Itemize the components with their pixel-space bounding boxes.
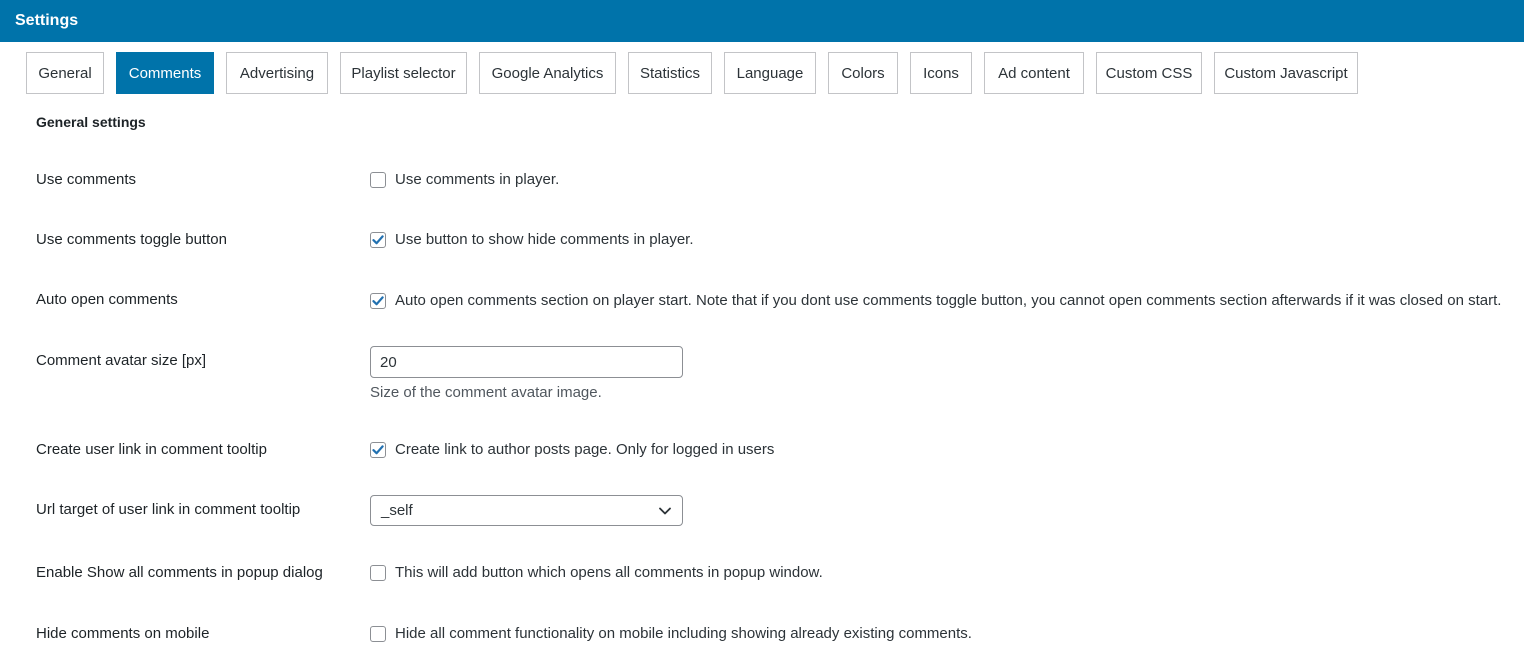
hide-mobile-label: Hide comments on mobile xyxy=(36,625,210,642)
tab-playlist-selector[interactable]: Playlist selector xyxy=(340,52,467,94)
auto-open-option xyxy=(370,292,1501,309)
toggle-button-checkbox[interactable] xyxy=(370,232,386,248)
use-comments-text: Use comments in player. xyxy=(395,171,560,188)
auto-open-label: Auto open comments xyxy=(36,291,178,308)
tab-statistics[interactable]: Statistics xyxy=(628,52,712,94)
avatar-size-label: Comment avatar size [px] xyxy=(36,352,207,369)
show-all-popup-label: Enable Show all comments in popup dialog xyxy=(36,564,323,581)
url-target-label: Url target of user link in comment tooltip xyxy=(36,501,301,518)
tab-general[interactable]: General xyxy=(26,52,104,94)
hide-mobile-checkbox[interactable] xyxy=(370,626,386,642)
use-comments-checkbox[interactable] xyxy=(370,172,386,188)
checkmark-icon xyxy=(371,294,385,308)
tab-colors[interactable]: Colors xyxy=(828,52,898,94)
auto-open-text: Auto open comments section on player start. Note that if you dont use comments toggle button, you cannot open comments section afterwards if it was closed on start. xyxy=(395,292,1502,309)
use-comments-label: Use comments xyxy=(36,171,137,188)
tab-custom-javascript[interactable]: Custom Javascript xyxy=(1214,52,1358,94)
hide-mobile-option xyxy=(370,625,972,642)
checkmark-icon xyxy=(371,233,385,247)
page-title: Settings xyxy=(15,12,79,29)
tab-ad-content[interactable]: Ad content xyxy=(984,52,1084,94)
auto-open-checkbox[interactable] xyxy=(370,293,386,309)
tab-google-analytics[interactable]: Google Analytics xyxy=(479,52,616,94)
url-target-value: _self xyxy=(381,502,413,519)
tab-comments[interactable]: Comments xyxy=(116,52,214,94)
show-all-popup-checkbox[interactable] xyxy=(370,565,386,581)
show-all-popup-option xyxy=(370,564,823,581)
section-title: General settings xyxy=(36,114,146,130)
show-all-popup-text: This will add button which opens all comments in popup window. xyxy=(395,564,823,581)
user-link-label: Create user link in comment tooltip xyxy=(36,441,267,458)
toggle-button-option xyxy=(370,231,694,248)
tab-advertising[interactable]: Advertising xyxy=(226,52,328,94)
toggle-button-label: Use comments toggle button xyxy=(36,231,227,248)
user-link-text: Create link to author posts page. Only for logged in users xyxy=(395,441,775,458)
checkmark-icon xyxy=(371,443,385,457)
avatar-size-input[interactable] xyxy=(370,346,683,378)
url-target-select[interactable] xyxy=(370,495,683,526)
user-link-checkbox[interactable] xyxy=(370,442,386,458)
tab-language[interactable]: Language xyxy=(724,52,816,94)
avatar-size-description: Size of the comment avatar image. xyxy=(370,384,602,401)
user-link-option xyxy=(370,441,774,458)
tab-custom-css[interactable]: Custom CSS xyxy=(1096,52,1202,94)
toggle-button-text: Use button to show hide comments in player. xyxy=(395,231,694,248)
chevron-down-icon xyxy=(658,504,672,518)
hide-mobile-text: Hide all comment functionality on mobile including showing already existing comments. xyxy=(395,625,972,642)
tab-icons[interactable]: Icons xyxy=(910,52,972,94)
use-comments-option xyxy=(370,171,559,188)
settings-header xyxy=(0,0,1524,42)
